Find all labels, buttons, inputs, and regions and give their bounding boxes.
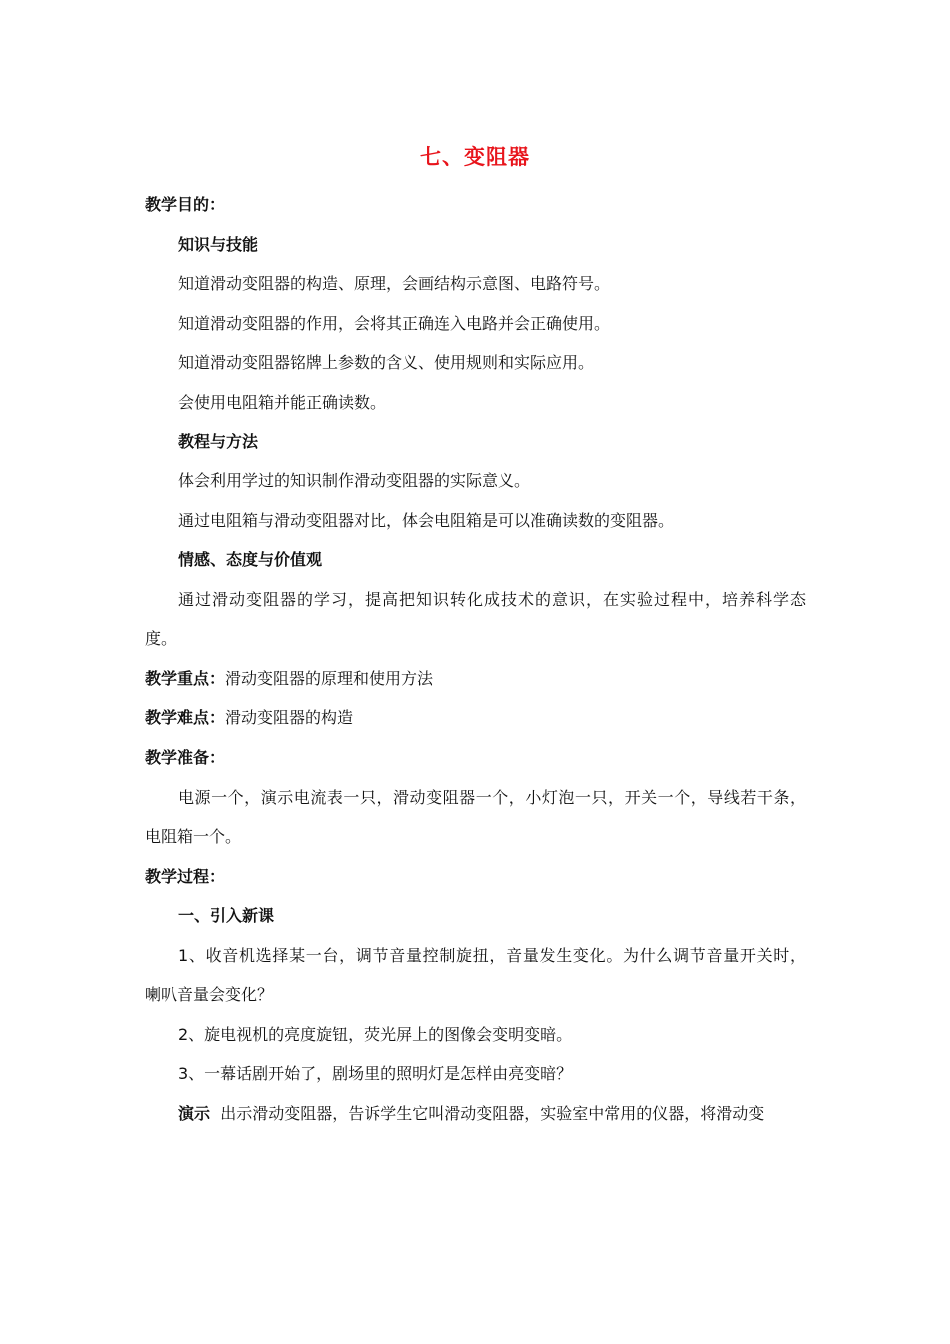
knowledge-item: 知道滑动变阻器铭牌上参数的含义、使用规则和实际应用。 <box>178 353 595 372</box>
difficulty-row <box>145 707 353 729</box>
emotion-attitude-heading: 情感、态度与价值观 <box>178 550 323 569</box>
preparation-line: 电源一个，演示电流表一只，滑动变阻器一个，小灯泡一只，开关一个，导线若干条， <box>178 788 806 807</box>
process-method-heading: 教程与方法 <box>178 432 259 451</box>
process-item: 通过电阻箱与滑动变阻器对比，体会电阻箱是可以准确读数的变阻器。 <box>178 511 675 530</box>
preparation-heading: 教学准备： <box>145 748 226 767</box>
demo-label: 演示 <box>178 1104 211 1123</box>
knowledge-item: 会使用电阻箱并能正确读数。 <box>178 393 387 412</box>
difficulty-label: 教学难点： <box>145 708 226 727</box>
difficulty-text: 滑动变阻器的构造 <box>225 708 354 727</box>
demo-text: 出示滑动变阻器，告诉学生它叫滑动变阻器，实验室中常用的仪器，将滑动变 <box>220 1104 765 1123</box>
emotion-paragraph-line: 度。 <box>145 629 178 648</box>
demo-row <box>178 1103 764 1125</box>
intro-item: 2、旋电视机的亮度旋钮，荧光屏上的图像会变明变暗。 <box>178 1025 573 1044</box>
intro-item-line: 喇叭音量会变化？ <box>145 985 274 1004</box>
knowledge-item: 知道滑动变阻器的构造、原理，会画结构示意图、电路符号。 <box>178 274 611 293</box>
intro-item: 3、一幕话剧开始了，剧场里的照明灯是怎样由亮变暗？ <box>178 1064 573 1083</box>
key-point-text: 滑动变阻器的原理和使用方法 <box>225 669 434 688</box>
page-title: 七、变阻器 <box>420 145 530 169</box>
knowledge-item: 知道滑动变阻器的作用，会将其正确连入电路并会正确使用。 <box>178 314 611 333</box>
intro-subheading: 一、引入新课 <box>178 906 275 925</box>
intro-item-line: 1、收音机选择某一台，调节音量控制旋扭，音量发生变化。为什么调节音量开关时， <box>178 946 806 965</box>
process-item: 体会利用学过的知识制作滑动变阻器的实际意义。 <box>178 471 531 490</box>
key-point-label: 教学重点： <box>145 669 226 688</box>
knowledge-skills-heading: 知识与技能 <box>178 235 259 254</box>
teaching-process-heading: 教学过程： <box>145 867 226 886</box>
preparation-line: 电阻箱一个。 <box>145 827 242 846</box>
objectives-heading: 教学目的： <box>145 195 226 214</box>
emotion-paragraph-line: 通过滑动变阻器的学习，提高把知识转化成技术的意识，在实验过程中，培养科学态 <box>178 590 806 609</box>
key-point-row <box>145 668 433 690</box>
